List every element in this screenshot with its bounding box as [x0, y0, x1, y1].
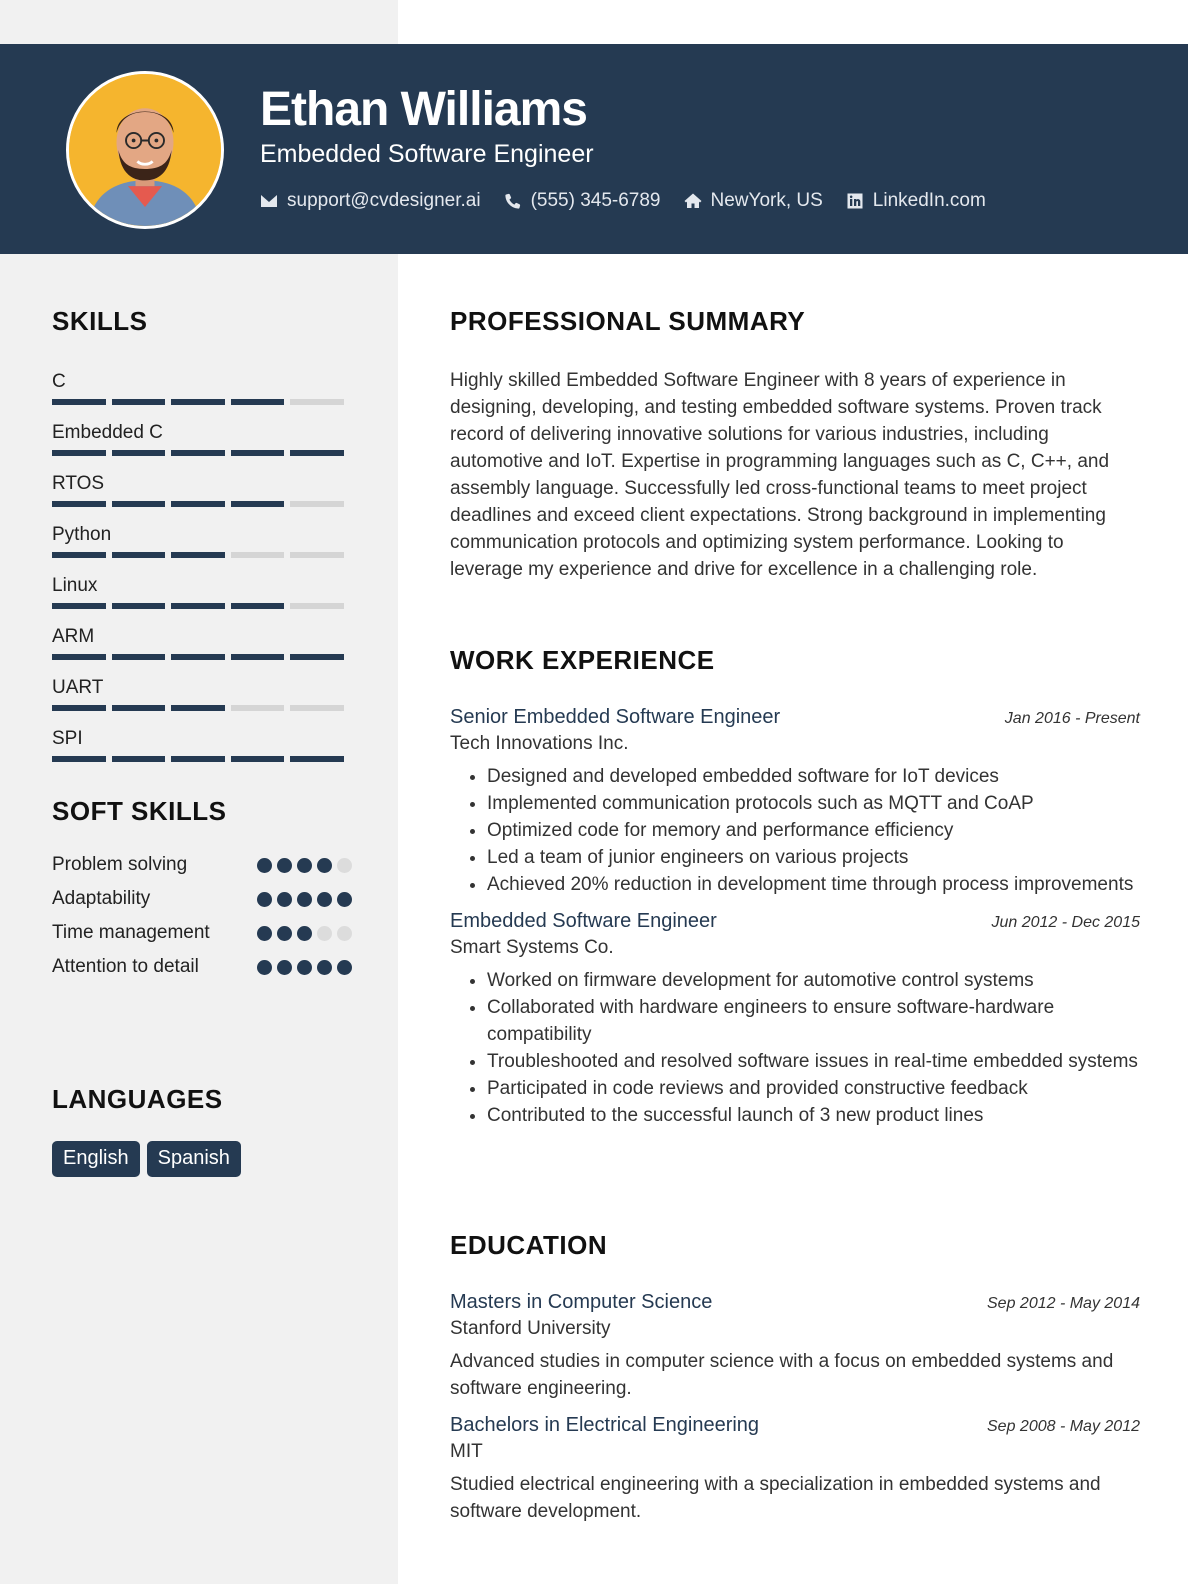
education-description: Studied electrical engineering with a specialization in embedded systems and software development.: [450, 1474, 1101, 1522]
job-company: Tech Innovations Inc.: [450, 733, 629, 754]
skill-level-segment: [290, 399, 344, 405]
skill-level-segment: [171, 603, 225, 609]
soft-skill-item: [52, 953, 352, 981]
rating-dot: [257, 960, 272, 975]
job-bullets: [450, 967, 1140, 1129]
rating-dot: [297, 858, 312, 873]
skill-level-segment: [112, 501, 166, 507]
job-bullet: • Worked on firmware development for automotive control systems: [487, 967, 1140, 994]
soft-skills-heading: SOFT SKILLS: [52, 796, 227, 826]
rating-dot: [277, 892, 292, 907]
skill-level-segment: [52, 603, 106, 609]
skill-level-segment: [112, 654, 166, 660]
skill-label: UART: [52, 677, 104, 698]
skill-item: [52, 575, 352, 609]
job-bullet: • Collaborated with hardware engineers to ensure software-hardware compatibility: [487, 994, 1140, 1048]
summary-section: [450, 306, 1140, 583]
job-entry: [450, 910, 1140, 1129]
skill-level-bar: [52, 399, 344, 405]
soft-skill-label: Attention to detail: [52, 956, 199, 977]
jobs-list: [450, 706, 1140, 1129]
rating-dot: [257, 858, 272, 873]
skill-level-bar: [52, 705, 344, 711]
skill-level-bar: [52, 756, 344, 762]
education-header: [450, 1414, 1140, 1437]
experience-heading: WORK EXPERIENCE: [450, 645, 715, 675]
education-degree: Masters in Computer Science: [450, 1291, 713, 1313]
education-description: Advanced studies in computer science with a focus on embedded systems and software engineering.: [450, 1351, 1114, 1399]
skill-level-segment: [52, 399, 106, 405]
skill-item: [52, 626, 352, 660]
skill-label: Python: [52, 524, 112, 545]
contact-phone[interactable]: [503, 190, 661, 212]
skill-level-segment: [290, 756, 344, 762]
skill-level-segment: [171, 756, 225, 762]
skill-level-segment: [231, 603, 285, 609]
skill-level-segment: [290, 501, 344, 507]
skill-label: C: [52, 371, 66, 392]
rating-dot: [337, 960, 352, 975]
rating-dot: [277, 926, 292, 941]
education-school: Stanford University: [450, 1318, 611, 1339]
summary-text: Highly skilled Embedded Software Engineer with 8 years of experience in designing, developing, and testing embedded software systems. Proven track record of delivering innovative solutions for various industries, including automotive and IoT. Expertise in programming languages such as C, C++, and assembly language. Successfully led cross-functional teams to meet project deadlines and exceed client expectations. Strong background in implementing communication protocols and optimizing system performance. Looking to leverage my experience and drive for excellence in a challenging role.: [450, 370, 1110, 580]
rating-dot: [297, 926, 312, 941]
job-bullet: • Optimized code for memory and performance efficiency: [487, 817, 1140, 844]
rating-dot: [337, 892, 352, 907]
avatar: [66, 71, 224, 229]
skill-level-segment: [52, 705, 106, 711]
skill-item: [52, 677, 352, 711]
contact-location[interactable]: [683, 190, 823, 212]
education-date: Sep 2012 - May 2014: [987, 1295, 1140, 1312]
skill-level-bar: [52, 654, 344, 660]
education-heading: EDUCATION: [450, 1230, 608, 1260]
skill-level-segment: [112, 552, 166, 558]
skill-level-segment: [290, 705, 344, 711]
job-header: [450, 910, 1140, 933]
rating-dot: [317, 926, 332, 941]
language-badge: English: [52, 1141, 140, 1177]
rating-dot: [337, 858, 352, 873]
rating-dot: [257, 892, 272, 907]
job-bullet: • Led a team of junior engineers on various projects: [487, 844, 1140, 871]
avatar-portrait: [69, 74, 221, 226]
skill-level-segment: [52, 552, 106, 558]
candidate-title: Embedded Software Engineer: [260, 140, 594, 168]
candidate-name: Ethan Williams: [260, 83, 587, 136]
language-badge: Spanish: [147, 1141, 241, 1177]
rating-dot: [337, 926, 352, 941]
languages-list: [52, 1141, 352, 1177]
skill-item: [52, 728, 352, 762]
skill-label: RTOS: [52, 473, 105, 494]
skill-level-segment: [231, 450, 285, 456]
skill-level-segment: [231, 705, 285, 711]
skill-level-segment: [112, 399, 166, 405]
skill-item: [52, 473, 352, 507]
skill-item: [52, 524, 352, 558]
skill-level-bar: [52, 501, 344, 507]
soft-skill-label: Adaptability: [52, 888, 151, 909]
skill-level-segment: [290, 603, 344, 609]
soft-skill-item: [52, 851, 352, 879]
job-bullet: • Achieved 20% reduction in development time through process improvements: [487, 871, 1140, 898]
skill-level-segment: [171, 654, 225, 660]
soft-skills-section: [52, 796, 352, 987]
skill-label: ARM: [52, 626, 95, 647]
languages-section: [52, 1084, 352, 1177]
contact-linkedin-text: LinkedIn.com: [872, 190, 986, 211]
skill-level-segment: [171, 501, 225, 507]
education-date: Sep 2008 - May 2012: [987, 1418, 1140, 1435]
soft-skill-rating: [257, 851, 352, 879]
job-bullet: • Troubleshooted and resolved software issues in real-time embedded systems: [487, 1048, 1140, 1075]
skill-level-segment: [52, 450, 106, 456]
experience-section: [450, 645, 1140, 1129]
skill-level-segment: [112, 756, 166, 762]
skill-level-segment: [112, 705, 166, 711]
education-entry: [450, 1291, 1140, 1402]
rating-dot: [257, 926, 272, 941]
job-bullets: [450, 763, 1140, 898]
job-bullet: • Participated in code reviews and provided constructive feedback: [487, 1075, 1140, 1102]
education-list: [450, 1291, 1140, 1525]
skill-level-segment: [52, 756, 106, 762]
skill-label: SPI: [52, 728, 83, 749]
job-title: Senior Embedded Software Engineer: [450, 706, 781, 728]
contact-email[interactable]: [259, 190, 481, 212]
skill-level-segment: [290, 654, 344, 660]
skills-section: [52, 306, 352, 779]
skills-list: [52, 371, 352, 762]
rating-dot: [297, 892, 312, 907]
job-date: Jan 2016 - Present: [1004, 710, 1140, 727]
skill-level-bar: [52, 450, 344, 456]
education-school: MIT: [450, 1441, 483, 1462]
home-icon: [683, 191, 703, 211]
education-header: [450, 1291, 1140, 1314]
linkedin-icon: [845, 191, 865, 211]
job-header: [450, 706, 1140, 729]
skill-level-segment: [231, 501, 285, 507]
soft-skill-label: Time management: [52, 922, 210, 943]
rating-dot: [277, 858, 292, 873]
soft-skill-rating: [257, 919, 352, 947]
soft-skill-label: Problem solving: [52, 854, 188, 875]
job-date: Jun 2012 - Dec 2015: [991, 914, 1140, 931]
rating-dot: [317, 960, 332, 975]
contact-email-text: support@cvdesigner.ai: [287, 190, 481, 211]
skill-level-bar: [52, 552, 344, 558]
skill-level-bar: [52, 603, 344, 609]
job-bullet: • Implemented communication protocols such as MQTT and CoAP: [487, 790, 1140, 817]
skill-level-segment: [231, 552, 285, 558]
skill-item: [52, 422, 352, 456]
skill-level-segment: [290, 450, 344, 456]
summary-heading: PROFESSIONAL SUMMARY: [450, 306, 806, 336]
skill-level-segment: [52, 654, 106, 660]
skill-level-segment: [231, 654, 285, 660]
education-entry: [450, 1414, 1140, 1525]
skill-level-segment: [171, 705, 225, 711]
skill-level-segment: [171, 552, 225, 558]
skill-level-segment: [171, 450, 225, 456]
soft-skill-rating: [257, 953, 352, 981]
soft-skill-item: [52, 885, 352, 913]
skills-heading: SKILLS: [52, 306, 148, 336]
job-company: Smart Systems Co.: [450, 937, 614, 958]
contact-location-text: NewYork, US: [710, 190, 823, 211]
skill-level-segment: [231, 399, 285, 405]
skill-level-segment: [112, 603, 166, 609]
rating-dot: [297, 960, 312, 975]
education-degree: Bachelors in Electrical Engineering: [450, 1414, 760, 1436]
rating-dot: [277, 960, 292, 975]
contact-bar: [259, 190, 986, 212]
rating-dot: [317, 858, 332, 873]
job-bullet: • Contributed to the successful launch of 3 new product lines: [487, 1102, 1140, 1129]
education-section: [450, 1230, 1140, 1525]
skill-label: Linux: [52, 575, 98, 596]
soft-skill-item: [52, 919, 352, 947]
soft-skills-list: [52, 851, 352, 981]
job-bullet: • Designed and developed embedded software for IoT devices: [487, 763, 1140, 790]
skill-label: Embedded C: [52, 422, 163, 443]
job-title: Embedded Software Engineer: [450, 910, 717, 932]
contact-linkedin[interactable]: [845, 190, 986, 212]
soft-skill-rating: [257, 885, 352, 913]
job-entry: [450, 706, 1140, 898]
languages-heading: LANGUAGES: [52, 1084, 223, 1114]
skill-level-segment: [171, 399, 225, 405]
skill-level-segment: [52, 501, 106, 507]
skill-level-segment: [231, 756, 285, 762]
envelope-icon: [259, 191, 279, 211]
skill-item: [52, 371, 352, 405]
phone-icon: [503, 191, 523, 211]
rating-dot: [317, 892, 332, 907]
skill-level-segment: [112, 450, 166, 456]
contact-phone-text: (555) 345-6789: [530, 190, 661, 211]
skill-level-segment: [290, 552, 344, 558]
